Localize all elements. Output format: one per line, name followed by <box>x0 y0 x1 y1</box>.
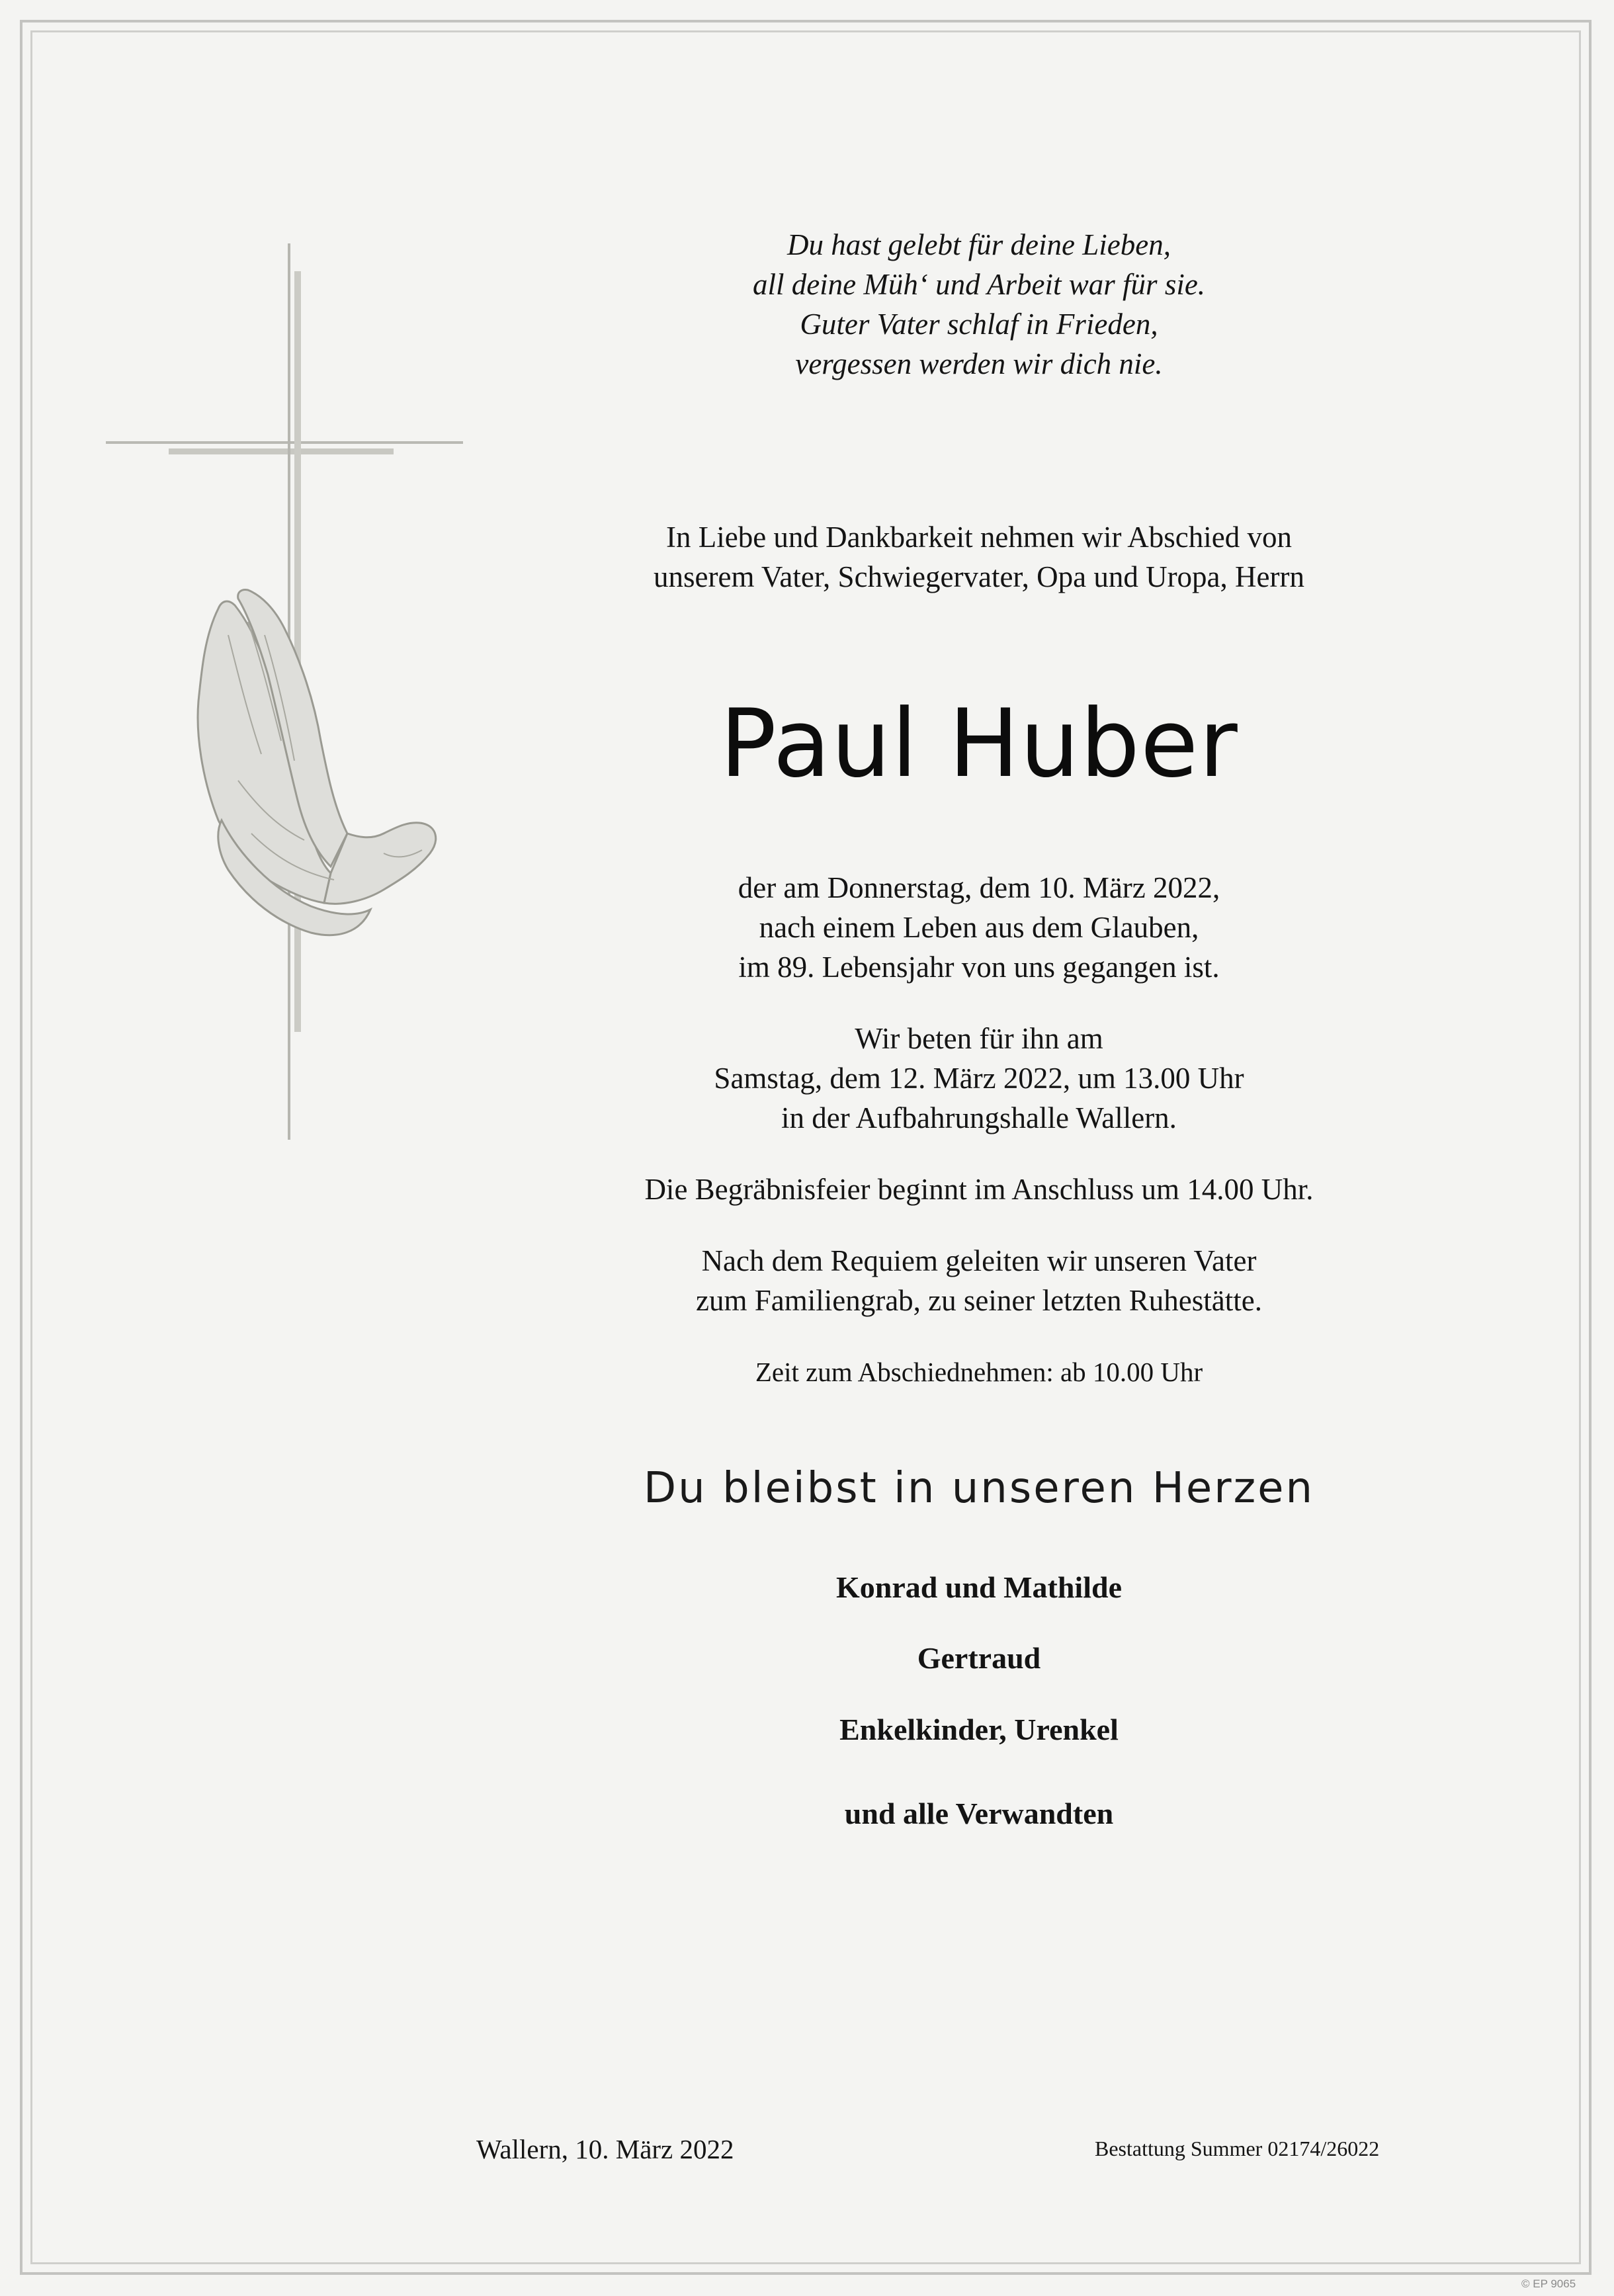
closing-phrase: Du bleibst in unseren Herzen <box>643 1464 1315 1513</box>
burial-info <box>582 1241 1376 1320</box>
funeral-line: Die Begräbnisfeier beginnt im Anschluss um 14.00 Uhr. <box>644 1173 1314 1206</box>
memorial-verse <box>582 225 1376 384</box>
verse-line: Guter Vater schlaf in Frieden, <box>800 308 1158 341</box>
death-notice <box>582 868 1376 987</box>
place-and-date: Wallern, 10. März 2022 <box>476 2134 734 2164</box>
death-notice-line: im 89. Lebensjahr von uns gegangen ist. <box>738 951 1220 984</box>
cross-with-praying-hands-icon <box>106 238 476 1154</box>
mourner-line: Konrad und Mathilde <box>836 1570 1122 1604</box>
mourner-line: und alle Verwandten <box>844 1797 1114 1830</box>
mourner-line: Gertraud <box>917 1641 1041 1675</box>
verse-line: Du hast gelebt für deine Lieben, <box>787 228 1171 261</box>
deceased-name: Paul Huber <box>720 689 1238 798</box>
burial-line: Nach dem Requiem geleiten wir unseren Vater <box>701 1244 1257 1277</box>
print-code: © EP 9065 <box>1521 2277 1576 2290</box>
funeral-info <box>582 1169 1376 1209</box>
intro-line: In Liebe und Dankbarkeit nehmen wir Abschied von <box>666 521 1292 554</box>
intro-text <box>582 517 1376 597</box>
farewell-time-line: Zeit zum Abschiednehmen: ab 10.00 Uhr <box>755 1357 1203 1387</box>
undertaker-info: Bestattung Summer 02174/26022 <box>1095 2137 1380 2160</box>
verse-line: all deine Müh‘ und Arbeit war für sie. <box>752 268 1206 301</box>
death-notice-line: nach einem Leben aus dem Glauben, <box>759 911 1199 944</box>
intro-line: unserem Vater, Schwiegervater, Opa und Uropa, Herrn <box>654 560 1304 593</box>
mourner-line: Enkelkinder, Urenkel <box>839 1713 1119 1746</box>
burial-line: zum Familiengrab, zu seiner letzten Ruhestätte. <box>696 1284 1262 1317</box>
farewell-time <box>582 1352 1376 1392</box>
prayer-line: in der Aufbahrungshalle Wallern. <box>781 1101 1177 1134</box>
notice-details <box>582 868 1376 1424</box>
prayer-line: Wir beten für ihn am <box>855 1022 1103 1055</box>
death-notice-line: der am Donnerstag, dem 10. März 2022, <box>738 871 1220 904</box>
prayer-info <box>582 1019 1376 1138</box>
prayer-line: Samstag, dem 12. März 2022, um 13.00 Uhr <box>714 1062 1244 1095</box>
verse-line: vergessen werden wir dich nie. <box>795 347 1163 380</box>
